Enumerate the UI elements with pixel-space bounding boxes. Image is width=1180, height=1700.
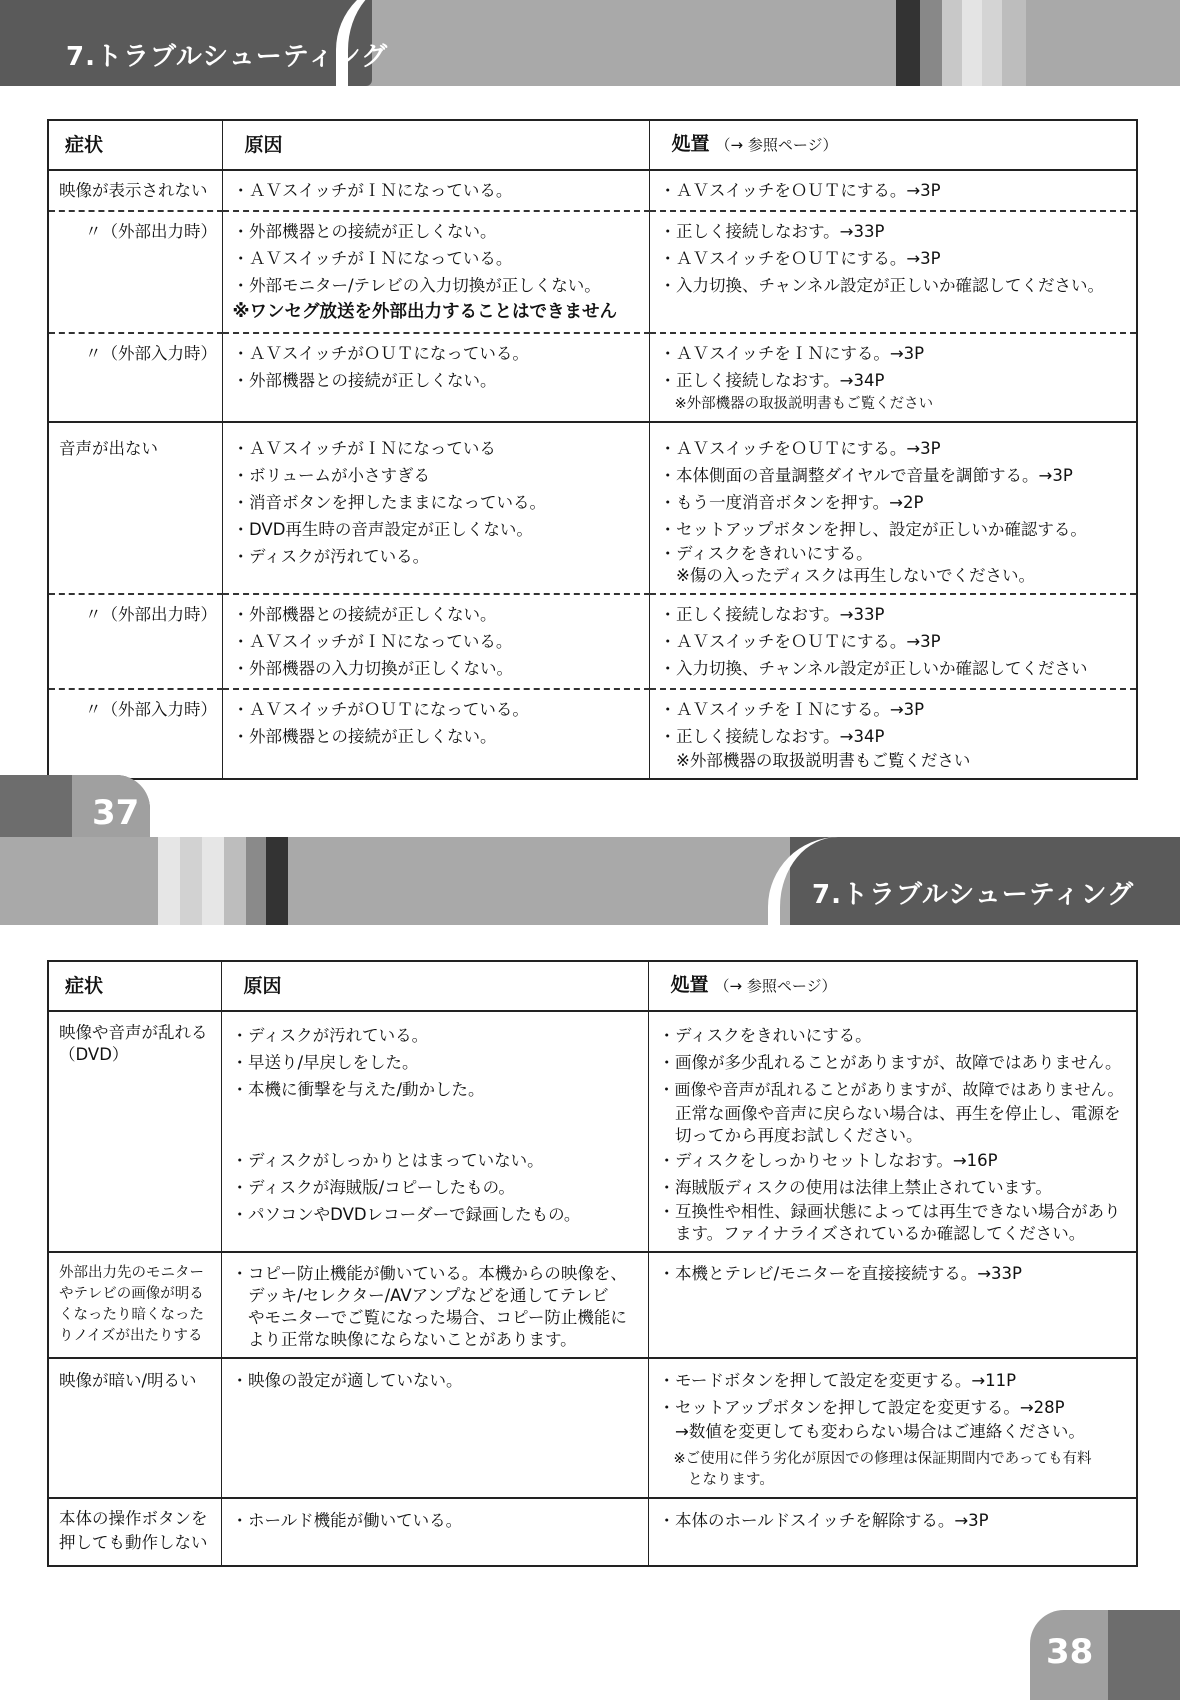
header-stripe-dark: [896, 0, 920, 86]
header-remedy-label: 処置: [670, 974, 709, 996]
remedy-item: ・海賊版ディスクの使用は法律上禁止されています。: [658, 1178, 1052, 1197]
remedy-cell: [649, 594, 1137, 689]
cause-cell: [222, 211, 649, 333]
remedy-cell: [649, 422, 1137, 594]
remedy-cell: [649, 689, 1137, 779]
page-number-38: 38: [1046, 1632, 1094, 1672]
p38-stripe-3: [202, 837, 224, 925]
header-cause: 原因: [221, 961, 648, 1011]
remedy-item: ・ＡＶスイッチをＯＵＴにする。→3P: [659, 439, 941, 458]
symptom-text: くなったり暗くなった: [59, 1307, 204, 1323]
remedy-cell: [649, 211, 1137, 333]
cause-item: ・ＡＶスイッチがＩＮになっている。: [232, 181, 513, 200]
header-remedy: [649, 120, 1137, 170]
remedy-cell: [649, 170, 1137, 211]
cause-item: ・ディスクが汚れている。: [231, 1026, 429, 1045]
remedy-item: ・セットアップボタンを押して設定を変更する。→28P: [658, 1398, 1065, 1417]
symptom-text: （DVD）: [59, 1045, 129, 1064]
table-row: [48, 1252, 1137, 1358]
header-symptom: 症状: [48, 961, 221, 1011]
cause-item: やモニターでご覧になった場合、コピー防止機能に: [231, 1308, 627, 1327]
page-number-37: 37: [92, 793, 140, 833]
remedy-item: ・本体のホールドスイッチを解除する。→3P: [658, 1511, 989, 1530]
header-symptom: 症状: [48, 120, 222, 170]
cause-item: ・外部機器との接続が正しくない。: [232, 605, 497, 624]
header-stripe-mid2: [1002, 0, 1026, 86]
remedy-item: ・入力切換、チャンネル設定が正しいか確認してください。: [659, 276, 1105, 295]
cause-item: ・コピー防止機能が働いている。本機からの映像を、: [231, 1264, 627, 1283]
p38-stripe-5: [246, 837, 266, 925]
cause-cell: [221, 1358, 648, 1498]
symptom-text: りノイズが出たりする: [59, 1328, 203, 1344]
header-cause: 原因: [222, 120, 649, 170]
cause-item: ・パソコンやDVDレコーダーで録画したもの。: [231, 1205, 581, 1224]
cause-item: ・外部機器の入力切換が正しくない。: [232, 659, 513, 678]
table-row: [48, 1498, 1137, 1566]
header-remedy: [648, 961, 1137, 1011]
cause-item: ・本機に衝撃を与えた/動かした。: [231, 1080, 485, 1099]
remedy-item: ・ＡＶスイッチをＯＵＴにする。→3P: [659, 249, 941, 268]
cause-item: ・ボリュームが小さすぎる: [232, 466, 431, 485]
remedy-item: ・本体側面の音量調整ダイヤルで音量を調節する。→3P: [659, 466, 1073, 485]
remedy-item: ・画像や音声が乱れることがありますが、故障ではありません。: [658, 1080, 1124, 1099]
cause-warning: ※ワンセグ放送を外部出力することはできません: [232, 302, 618, 322]
cause-item: ・DVD再生時の音声設定が正しくない。: [232, 520, 533, 539]
symptom-text: 映像が暗い/明るい: [59, 1371, 197, 1390]
symptom-cell: [48, 1358, 221, 1498]
cause-item: ・外部機器との接続が正しくない。: [232, 371, 497, 390]
symptom-text: やテレビの画像が明る: [59, 1286, 204, 1302]
remedy-item: ・正しく接続しなおす。→34P: [659, 727, 885, 746]
cause-item: より正常な映像にならないことがあります。: [231, 1330, 577, 1349]
symptom-text: 〃（外部入力時）: [85, 700, 217, 719]
table-header-row: [48, 120, 1137, 170]
table-row: [48, 211, 1137, 333]
remedy-item: ・互換性や相性、録画状態によっては再生できない場合があり: [658, 1202, 1121, 1221]
symptom-cell: [48, 1498, 221, 1566]
remedy-cell: [648, 1011, 1137, 1252]
cause-spacer: [232, 1103, 640, 1123]
p38-stripe-1: [158, 837, 180, 925]
cause-cell: [222, 170, 649, 211]
remedy-item: ・セットアップボタンを押し、設定が正しいか確認する。: [659, 520, 1087, 539]
header-stripe-mid: [920, 0, 942, 86]
section-title-p38: 7.トラブルシューティング: [812, 880, 1135, 910]
remedy-cell: [649, 333, 1137, 422]
cause-cell: [222, 689, 649, 779]
symptom-text: 押しても動作しない: [59, 1533, 208, 1552]
remedy-cell: [648, 1252, 1137, 1358]
table-row: [48, 422, 1137, 594]
cause-cell: [221, 1498, 648, 1566]
cause-item: ・ＡＶスイッチがＯＵＴになっている。: [232, 700, 529, 719]
remedy-item: ・画像が多少乱れることがありますが、故障ではありません。: [658, 1053, 1122, 1072]
remedy-item: ・正しく接続しなおす。→34P: [659, 371, 885, 390]
remedy-item: ・モードボタンを押して設定を変更する。→11P: [658, 1371, 1017, 1390]
table-row: [48, 1358, 1137, 1498]
cause-cell: [222, 422, 649, 594]
remedy-item: →数値を変更しても変わらない場合はご連絡ください。: [658, 1422, 1085, 1441]
header-stripe-lgt: [942, 0, 962, 86]
remedy-cell: [648, 1358, 1137, 1498]
remedy-item: ・ＡＶスイッチをＩＮにする。→3P: [659, 700, 925, 719]
remedy-item: ・ディスクをしっかりセットしなおす。→16P: [658, 1151, 998, 1170]
cause-item: ・ＡＶスイッチがＩＮになっている。: [232, 632, 513, 651]
symptom-cell: [48, 211, 222, 333]
table-row: [48, 689, 1137, 779]
section-title-p37: 7.トラブルシューティング: [66, 42, 389, 72]
remedy-cell: [648, 1498, 1137, 1566]
cause-spacer: [232, 1123, 640, 1147]
symptom-cell: [48, 1252, 221, 1358]
remedy-item: ※外部機器の取扱説明書もご覧ください: [659, 751, 971, 770]
header-stripe-white2: [982, 0, 1002, 86]
symptom-text: 映像や音声が乱れる: [59, 1023, 208, 1042]
remedy-item: ・ディスクをきれいにする。: [658, 1026, 872, 1045]
table-row: [48, 170, 1137, 211]
page38-number-outer: [1108, 1610, 1180, 1700]
cause-item: ・外部機器との接続が正しくない。: [232, 222, 497, 241]
cause-item: ・ＡＶスイッチがＩＮになっている: [232, 439, 496, 458]
symptom-text: 音声が出ない: [59, 439, 158, 458]
cause-item: ・早送り/早戻しをした。: [231, 1053, 419, 1072]
remedy-item: ・ディスクをきれいにする。: [659, 544, 873, 563]
remedy-item: ・正しく接続しなおす。→33P: [659, 605, 885, 624]
cause-cell: [222, 594, 649, 689]
symptom-cell: [48, 170, 222, 211]
cause-item: ・消音ボタンを押したままになっている。: [232, 493, 546, 512]
remedy-item: ・ＡＶスイッチをＯＵＴにする。→3P: [659, 632, 941, 651]
cause-item: ・ディスクがしっかりとはまっていない。: [231, 1151, 544, 1170]
table-row: [48, 333, 1137, 422]
table-row: [48, 594, 1137, 689]
symptom-cell: [48, 333, 222, 422]
symptom-text: 本体の操作ボタンを: [59, 1509, 208, 1528]
cause-cell: [222, 333, 649, 422]
remedy-item: ・もう一度消音ボタンを押す。→2P: [659, 493, 924, 512]
header-band-light: [360, 0, 1180, 86]
cause-cell: [221, 1011, 648, 1252]
header-stripe-white1: [962, 0, 982, 86]
remedy-item: ます。ファイナライズされているか確認してください。: [658, 1224, 1086, 1243]
symptom-text: 〃（外部入力時）: [85, 344, 217, 363]
remedy-note: となります。: [673, 1472, 774, 1488]
remedy-item: ※傷の入ったディスクは再生しないでください。: [659, 566, 1036, 585]
cause-item: ・ホールド機能が働いている。: [231, 1511, 463, 1530]
cause-item: ・ＡＶスイッチがＩＮになっている。: [232, 249, 513, 268]
table-row: [48, 1011, 1137, 1252]
table-header-row: [48, 961, 1137, 1011]
p38-stripe-2: [180, 837, 202, 925]
symptom-text: 〃（外部出力時）: [85, 222, 217, 241]
troubleshooting-table-p38: [47, 960, 1138, 1567]
header-remedy-label: 処置: [671, 133, 710, 155]
symptom-cell: [48, 594, 222, 689]
remedy-item: 正常な画像や音声に戻らない場合は、再生を停止し、電源を: [658, 1104, 1121, 1123]
header-remedy-sub: （→ 参照ページ）: [715, 136, 838, 154]
cause-cell: [221, 1252, 648, 1358]
symptom-cell: [48, 422, 222, 594]
remedy-item: ・本機とテレビ/モニターを直接接続する。→33P: [658, 1264, 1022, 1283]
p38-stripe-6: [266, 837, 288, 925]
remedy-note: ※外部機器の取扱説明書もご覧ください: [674, 396, 934, 412]
remedy-item: ・入力切換、チャンネル設定が正しいか確認してください: [659, 659, 1088, 678]
remedy-item: ・ＡＶスイッチをＯＵＴにする。→3P: [659, 181, 941, 200]
remedy-item: ・ＡＶスイッチをＩＮにする。→3P: [659, 344, 925, 363]
symptom-cell: [48, 1011, 221, 1252]
cause-item: ・ディスクが海賊版/コピーしたもの。: [231, 1178, 515, 1197]
symptom-text: 外部出力先のモニター: [59, 1265, 204, 1281]
cause-item: ・ディスクが汚れている。: [232, 547, 430, 566]
cause-item: ・外部機器との接続が正しくない。: [232, 727, 497, 746]
remedy-note: ※ご使用に伴う劣化が原因での修理は保証期間内であっても有料: [673, 1451, 1092, 1467]
troubleshooting-table-p37: [47, 119, 1138, 780]
cause-item: ・外部モニター/テレビの入力切換が正しくない。: [232, 276, 601, 295]
symptom-cell: [48, 689, 222, 779]
cause-item: ・ＡＶスイッチがＯＵＴになっている。: [232, 344, 529, 363]
cause-item: ・映像の設定が適していない。: [231, 1371, 463, 1390]
cause-item: デッキ/セレクター/AVアンプなどを通してテレビ: [231, 1286, 609, 1305]
symptom-text: 映像が表示されない: [59, 181, 208, 200]
symptom-text: 〃（外部出力時）: [85, 605, 217, 624]
remedy-item: 切ってから再度お試しください。: [658, 1126, 923, 1145]
p38-stripe-4: [224, 837, 246, 925]
remedy-item: ・正しく接続しなおす。→33P: [659, 222, 885, 241]
header-remedy-sub: （→ 参照ページ）: [714, 977, 837, 995]
